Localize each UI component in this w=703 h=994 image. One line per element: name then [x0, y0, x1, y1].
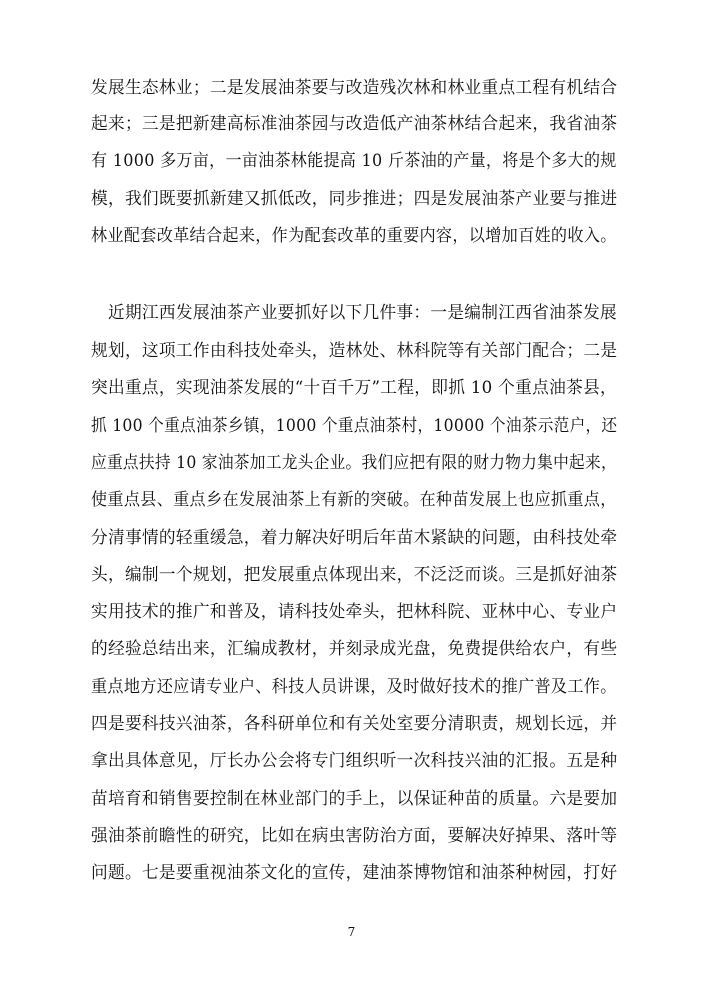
paragraph-line: 应重点扶持 10 家油茶加工龙头企业。我们应把有限的财力物力集中起来，: [91, 453, 617, 473]
paragraph-line: 头，编制一个规划，把发展重点体现出来，不泛泛而谈。三是抓好油茶: [91, 565, 618, 585]
paragraph-line: 四是要科技兴油茶，各科研单位和有关处室要分清职责，规划长远，并: [91, 714, 618, 734]
paragraph-line: 的经验总结出来，汇编成教材，并刻录成光盘，免费提供给农户，有些: [91, 639, 618, 659]
paragraph-line: 模，我们既要抓新建又抓低改，同步推进；四是发展油茶产业要与推进: [91, 189, 618, 209]
paragraph-line: 抓 100 个重点油茶乡镇，1000 个重点油茶村，10000 个油茶示范户，还: [91, 416, 618, 436]
paragraph-line: 重点地方还应请专业户、科技人员讲课，及时做好技术的推广普及工作。: [91, 677, 617, 697]
paragraph-line: 发展生态林业；二是发展油茶要与改造残次林和林业重点工程有机结合: [91, 78, 618, 98]
paragraph-line: 起来；三是把新建高标准油茶园与改造低产油茶林结合起来，我省油茶: [91, 114, 618, 134]
page-number: 7: [347, 925, 356, 939]
paragraph-line: 突出重点，实现油茶发展的“十百千万”工程，即抓 10 个重点油茶县，: [91, 378, 618, 398]
paragraph-line: 问题。七是要重视油茶文化的宣传，建油茶博物馆和油茶种树园，打好: [91, 863, 618, 883]
paragraph-line: 使重点县、重点乡在发展油茶上有新的突破。在种苗发展上也应抓重点，: [91, 490, 617, 510]
paragraph-line: 近期江西发展油茶产业要抓好以下几件事：一是编制江西省油茶发展: [108, 303, 617, 323]
paragraph-line: 苗培育和销售要控制在林业部门的手上，以保证种苗的质量。六是要加: [91, 789, 618, 809]
paragraph-line: 林业配套改革结合起来，作为配套改革的重要内容，以增加百姓的收入。: [91, 226, 617, 246]
paragraph-line: 有 1000 多万亩，一亩油茶林能提高 10 斤茶油的产量，将是个多大的规: [91, 151, 617, 171]
paragraph-line: 分清事情的轻重缓急，着力解决好明后年苗木紧缺的问题，由科技处牵: [91, 528, 618, 548]
paragraph-line: 拿出具体意见，厅长办公会将专门组织听一次科技兴油的汇报。五是种: [91, 751, 618, 771]
paragraph-line: 规划，这项工作由科技处牵头，造林处、林科院等有关部门配合；二是: [91, 341, 618, 361]
paragraph-line: 实用技术的推广和普及，请科技处牵头，把林科院、亚林中心、专业户: [91, 602, 618, 622]
paragraph-line: 强油茶前瞻性的研究，比如在病虫害防治方面，要解决好掉果、落叶等: [91, 826, 618, 846]
